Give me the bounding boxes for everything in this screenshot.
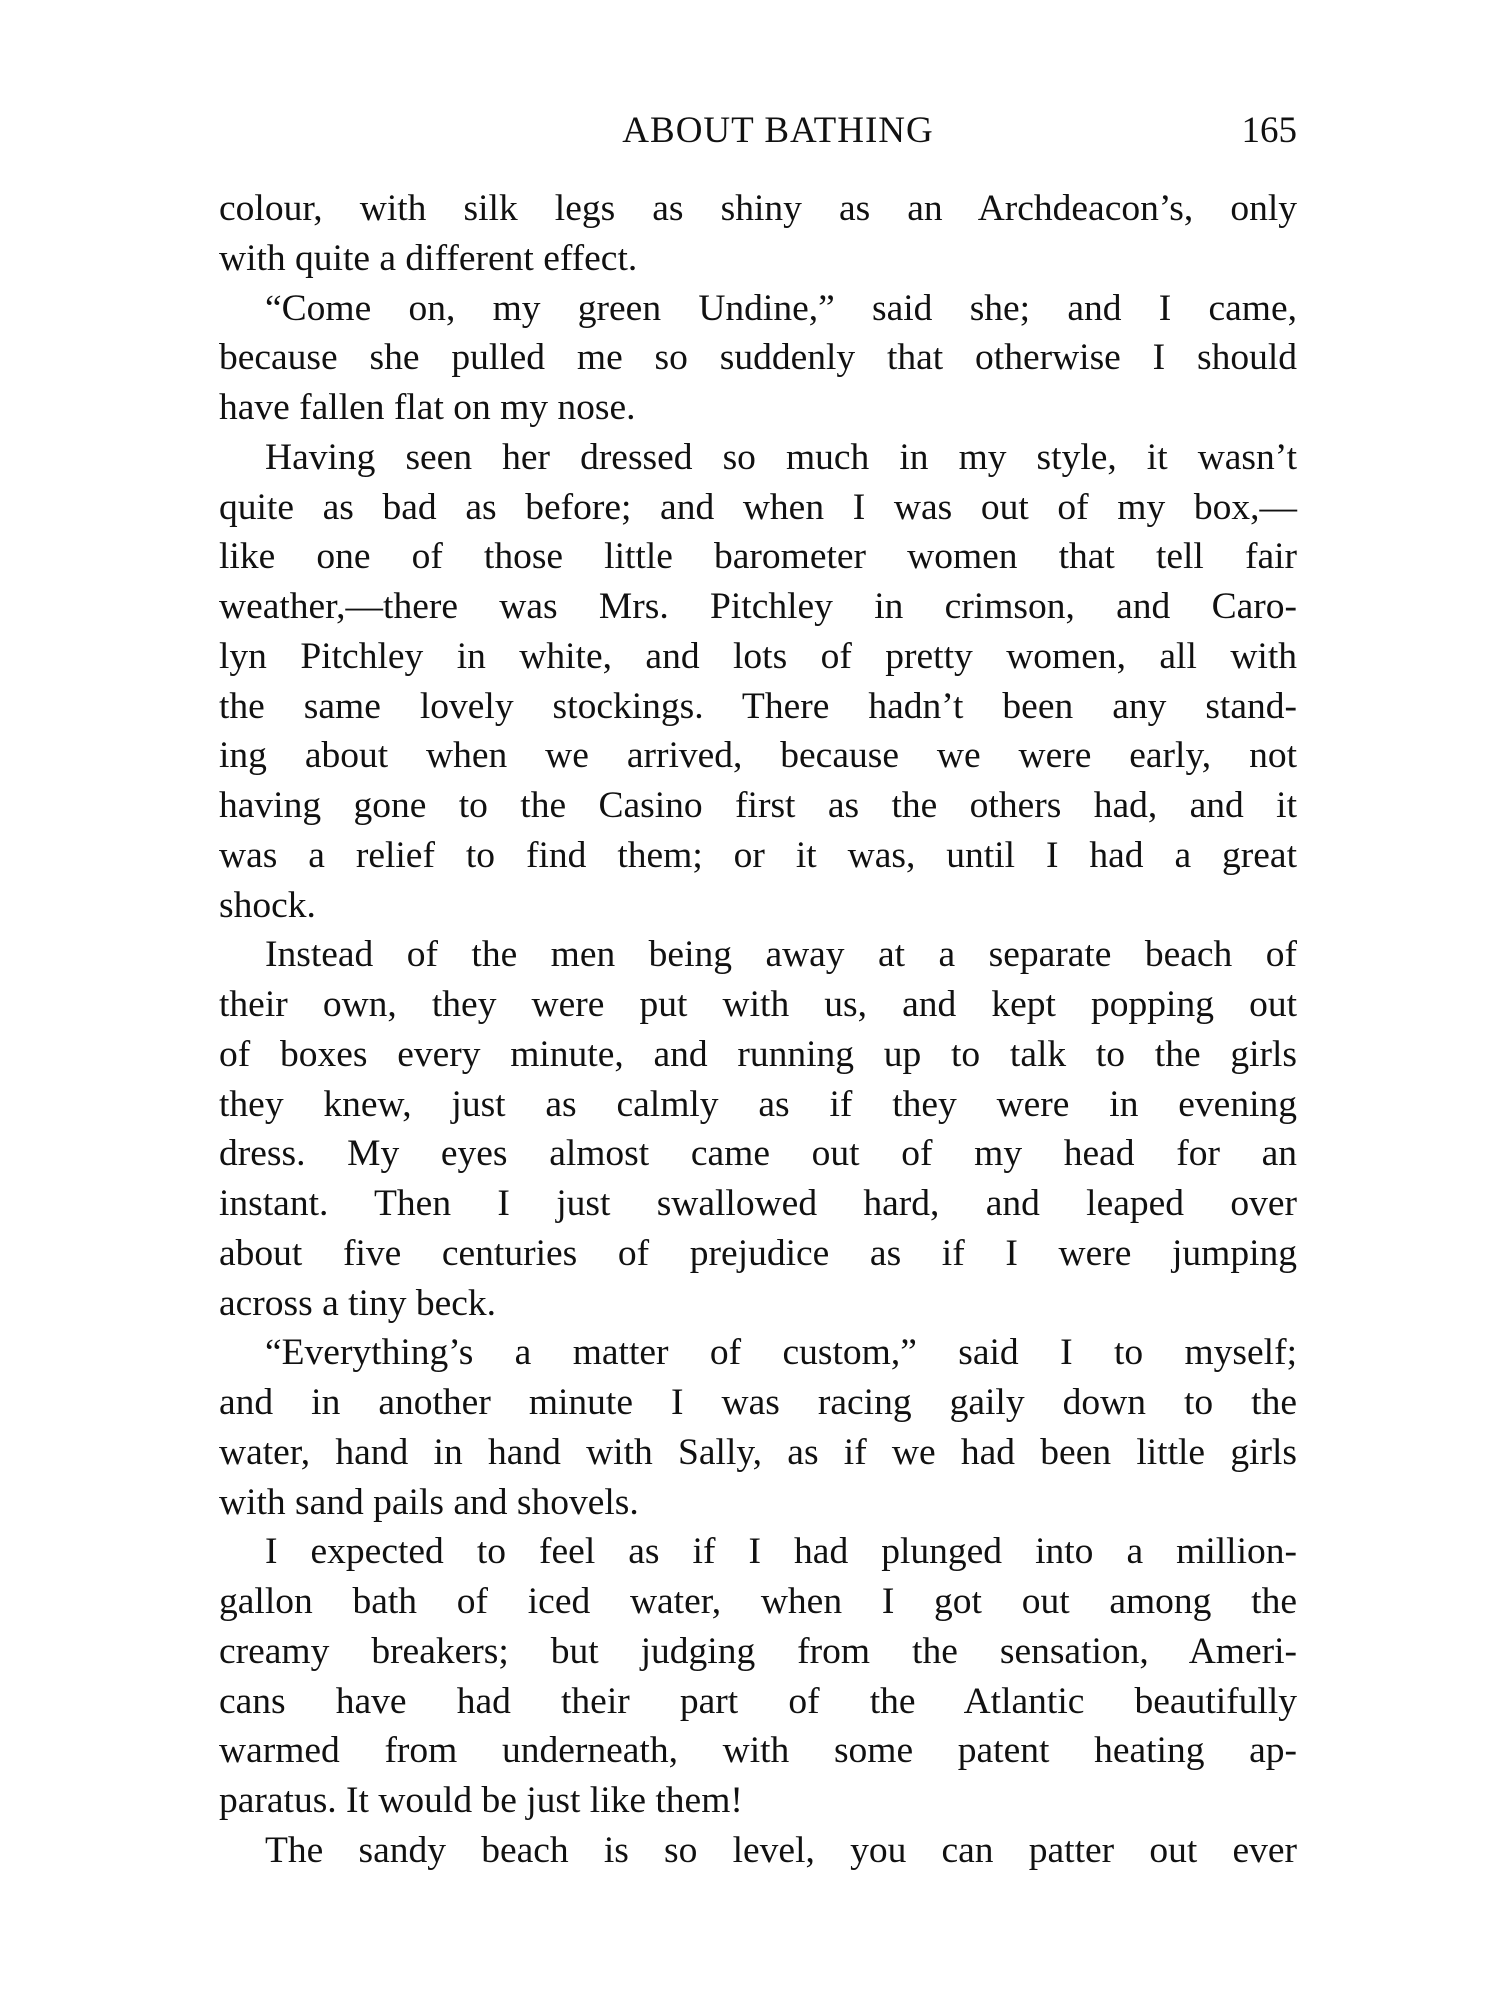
- text-line: have fallen flat on my nose.: [219, 387, 636, 428]
- text-line: water, hand in hand with Sally, as if we had been little girls: [219, 1431, 1297, 1473]
- text-line: was a relief to find them; or it was, until I had a great: [219, 834, 1297, 876]
- paragraph: [219, 284, 1297, 433]
- paragraph: [219, 1328, 1297, 1527]
- paragraph: [219, 1527, 1297, 1826]
- text-line: Instead of the men being away at a separate beach of: [265, 934, 1297, 976]
- text-line: lyn Pitchley in white, and lots of pretty women, all with: [219, 635, 1297, 677]
- text-line: having gone to the Casino first as the others had, and it: [219, 785, 1297, 826]
- text-line: instant. Then I just swallowed hard, and leaped over: [219, 1183, 1297, 1224]
- running-header: [219, 106, 1297, 156]
- text-line: dress. My eyes almost came out of my head for an: [219, 1133, 1297, 1175]
- text-line: Having seen her dressed so much in my style, it wasn’t: [265, 436, 1297, 478]
- text-line: warmed from underneath, with some patent heating ap-: [219, 1730, 1297, 1772]
- text-line: of boxes every minute, and running up to talk to the girls: [219, 1033, 1297, 1075]
- page-number: 165: [1241, 110, 1297, 151]
- paragraph: [219, 184, 1297, 284]
- text-line: weather,—there was Mrs. Pitchley in crimson, and Caro-: [219, 586, 1297, 627]
- text-line: creamy breakers; but judging from the sensation, Ameri-: [219, 1630, 1297, 1672]
- text-line: with sand pails and shovels.: [219, 1481, 639, 1523]
- paragraph: [219, 930, 1297, 1328]
- text-line: “Everything’s a matter of custom,” said I to myself;: [265, 1332, 1297, 1374]
- text-line: colour, with silk legs as shiny as an Archdeacon’s, only: [219, 188, 1297, 229]
- text-line: like one of those little barometer women that tell fair: [219, 536, 1297, 578]
- text-line: “Come on, my green Undine,” said she; and I came,: [265, 287, 1297, 329]
- text-line: quite as bad as before; and when I was out of my box,—: [219, 486, 1297, 528]
- running-title: ABOUT BATHING: [622, 110, 934, 151]
- text-line: the same lovely stockings. There hadn’t been any stand-: [219, 685, 1297, 727]
- text-line: with quite a different effect.: [219, 237, 638, 279]
- text-line: about five centuries of prejudice as if I were jumping: [219, 1232, 1297, 1274]
- text-line: they knew, just as calmly as if they were in evening: [219, 1083, 1297, 1125]
- paragraph: [219, 433, 1297, 931]
- paragraph: [219, 1826, 1297, 1876]
- text-line: I expected to feel as if I had plunged into a million-: [265, 1531, 1297, 1573]
- text-line: and in another minute I was racing gaily down to the: [219, 1382, 1297, 1423]
- text-line: paratus. It would be just like them!: [219, 1780, 743, 1821]
- text-line: cans have had their part of the Atlantic beautifully: [219, 1680, 1297, 1722]
- text-line: shock.: [219, 884, 316, 926]
- text-line: ing about when we arrived, because we were early, not: [219, 735, 1297, 777]
- text-line: their own, they were put with us, and kept popping out: [219, 984, 1297, 1025]
- text-line: gallon bath of iced water, when I got out among the: [219, 1581, 1297, 1622]
- text-line: across a tiny beck.: [219, 1282, 496, 1324]
- text-line: The sandy beach is so level, you can patter out ever: [265, 1829, 1297, 1871]
- text-line: because she pulled me so suddenly that otherwise I should: [219, 337, 1297, 379]
- page-body: [219, 184, 1297, 1876]
